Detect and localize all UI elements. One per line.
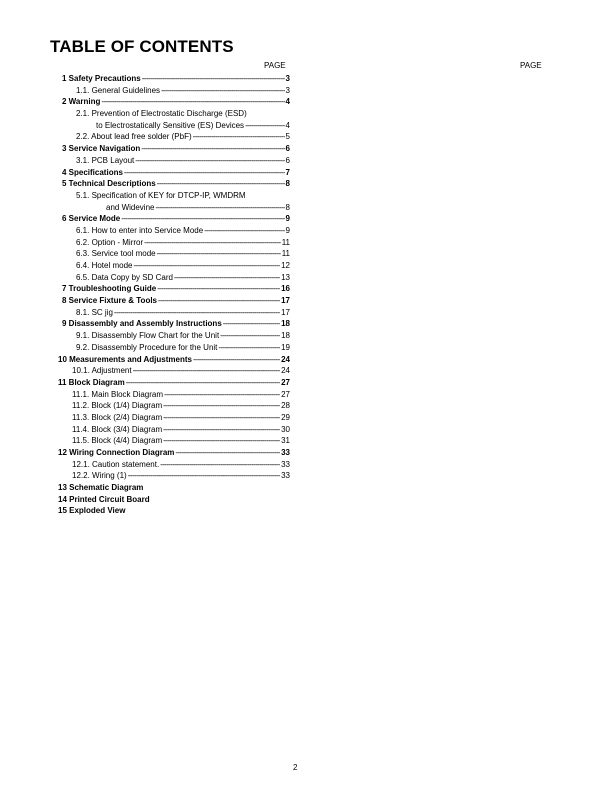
toc-entry[interactable] — [50, 389, 290, 401]
toc-entry[interactable] — [50, 435, 290, 447]
toc-leader — [218, 342, 280, 354]
toc-entry[interactable] — [50, 167, 290, 179]
toc-entry-page: 28 — [281, 401, 290, 411]
toc-leader — [245, 120, 284, 132]
toc-list — [50, 73, 290, 517]
toc-entry[interactable] — [50, 190, 290, 202]
toc-leader — [163, 424, 280, 436]
toc-entry-page: 24 — [281, 354, 290, 364]
toc-entry[interactable] — [50, 260, 290, 272]
toc-leader — [133, 260, 280, 272]
toc-entry-page: 29 — [281, 412, 290, 422]
toc-leader — [175, 447, 280, 459]
toc-entry[interactable] — [50, 143, 290, 155]
toc-entry-label: 10.1. Adjustment — [72, 366, 132, 376]
toc-entry[interactable] — [50, 237, 290, 249]
toc-leader — [157, 248, 281, 260]
toc-leader — [158, 295, 280, 307]
toc-entry-label: 11.2. Block (1/4) Diagram — [72, 401, 163, 411]
toc-entry-page: 33 — [281, 471, 290, 481]
toc-entry-page: 6 — [285, 155, 290, 165]
toc-entry-label: 12.2. Wiring (1) — [72, 471, 127, 481]
toc-entry[interactable] — [50, 318, 290, 330]
toc-entry-page: 6 — [285, 144, 290, 154]
toc-entry-label: 11.4. Block (3/4) Diagram — [72, 424, 163, 434]
toc-entry[interactable] — [50, 447, 290, 459]
toc-entry-label: 11.3. Block (2/4) Diagram — [72, 412, 163, 422]
toc-entry[interactable] — [50, 295, 290, 307]
toc-leader — [223, 318, 280, 330]
toc-entry-label: 2 Warning — [62, 97, 101, 107]
toc-entry-label: 13 Schematic Diagram — [58, 483, 144, 493]
toc-entry-label: 1 Safety Precautions — [62, 74, 141, 83]
toc-entry[interactable] — [50, 73, 290, 85]
toc-entry-page: 27 — [281, 389, 290, 399]
toc-entry-page: 4 — [285, 120, 290, 130]
toc-leader — [124, 167, 285, 179]
toc-leader — [164, 389, 280, 401]
toc-entry-label: 7 Troubleshooting Guide — [62, 284, 157, 294]
toc-entry-page: 33 — [281, 459, 290, 469]
toc-entry-page: 11 — [281, 237, 290, 247]
toc-entry[interactable] — [50, 178, 290, 190]
toc-leader — [161, 85, 284, 97]
toc-entry[interactable] — [50, 272, 290, 284]
toc-entry[interactable] — [50, 96, 290, 108]
toc-leader — [128, 470, 280, 482]
toc-entry[interactable] — [50, 365, 290, 377]
toc-entry[interactable] — [50, 505, 290, 517]
toc-entry[interactable] — [50, 330, 290, 342]
toc-entry-label: 6.3. Service tool mode — [76, 249, 156, 259]
toc-leader — [114, 307, 280, 319]
toc-entry[interactable] — [50, 108, 290, 120]
toc-entry-label: and Widevine — [106, 202, 155, 212]
toc-entry[interactable] — [50, 424, 290, 436]
toc-entry-page: 24 — [281, 366, 290, 376]
toc-entry-label: 6.2. Option - Mirror — [76, 237, 144, 247]
toc-entry[interactable] — [50, 482, 290, 494]
toc-leader — [193, 131, 285, 143]
toc-entry-continuation[interactable] — [50, 202, 290, 214]
toc-leader — [126, 377, 280, 389]
page-column-header-left: PAGE — [264, 61, 286, 70]
toc-entry-page: 31 — [281, 436, 290, 446]
toc-leader — [133, 365, 281, 377]
toc-entry-page: 8 — [285, 179, 290, 189]
toc-entry-label: 11.1. Main Block Diagram — [72, 389, 163, 399]
toc-entry[interactable] — [50, 225, 290, 237]
toc-entry-label: 5.1. Specification of KEY for DTCP-IP, WMDRM — [76, 190, 246, 200]
toc-entry-label: 11 Block Diagram — [58, 377, 125, 387]
toc-entry-label: 1.1. General Guidelines — [76, 85, 161, 95]
toc-entry-label: 6 Service Mode — [62, 214, 121, 224]
toc-leader — [155, 202, 284, 214]
toc-entry-label: to Electrostatically Sensitive (ES) Devices — [96, 120, 245, 130]
toc-entry[interactable] — [50, 283, 290, 295]
toc-entry[interactable] — [50, 307, 290, 319]
toc-entry-page: 16 — [281, 284, 290, 294]
toc-leader — [163, 412, 280, 424]
toc-entry-page: 17 — [281, 296, 290, 306]
toc-entry-label: 15 Exploded View — [58, 506, 126, 516]
toc-entry-label: 2.2. About lead free solder (PbF) — [76, 132, 192, 142]
toc-leader — [157, 178, 285, 190]
toc-leader — [220, 330, 280, 342]
toc-entry-page: 5 — [285, 132, 290, 142]
toc-leader — [121, 213, 284, 225]
toc-entry-label: 9.1. Disassembly Flow Chart for the Unit — [76, 331, 220, 341]
toc-entry-page: 13 — [281, 272, 290, 282]
toc-entry[interactable] — [50, 412, 290, 424]
toc-entry-label: 12 Wiring Connection Diagram — [58, 448, 175, 457]
toc-entry-continuation[interactable] — [50, 120, 290, 132]
toc-entry-page: 33 — [281, 448, 290, 457]
toc-entry[interactable] — [50, 131, 290, 143]
toc-entry-label: 4 Specifications — [62, 167, 123, 177]
toc-entry[interactable] — [50, 459, 290, 471]
toc-entry-label: 12.1. Caution statement. — [72, 459, 160, 469]
toc-leader — [144, 237, 281, 249]
toc-entry-page: 4 — [285, 97, 290, 107]
page-number: 2 — [293, 763, 298, 772]
page-column-header-right: PAGE — [520, 61, 542, 70]
toc-entry-page: 11 — [281, 249, 290, 259]
toc-entry-label: 3 Service Navigation — [62, 144, 141, 154]
toc-entry-page: 18 — [281, 331, 290, 341]
toc-leader — [163, 435, 280, 447]
toc-entry-label: 10 Measurements and Adjustments — [58, 354, 192, 364]
toc-entry-page: 9 — [285, 214, 290, 224]
toc-entry-page: 27 — [281, 377, 290, 387]
toc-leader — [157, 283, 280, 295]
toc-leader — [163, 400, 280, 412]
toc-leader — [141, 143, 284, 155]
toc-entry-label: 8 Service Fixture & Tools — [62, 296, 157, 306]
toc-entry-page: 3 — [285, 74, 290, 83]
toc-entry-page: 7 — [285, 167, 290, 177]
toc-entry-page: 30 — [281, 424, 290, 434]
toc-entry-label: 2.1. Prevention of Electrostatic Discharge (ESD) — [76, 109, 247, 119]
toc-entry-label: 6.1. How to enter into Service Mode — [76, 225, 204, 235]
toc-entry-label: 5 Technical Descriptions — [62, 179, 156, 189]
toc-entry-label: 8.1. SC jig — [76, 307, 113, 317]
toc-entry-page: 3 — [285, 85, 290, 95]
toc-leader — [174, 272, 280, 284]
toc-entry[interactable] — [50, 470, 290, 482]
toc-entry-label: 3.1. PCB Layout — [76, 155, 135, 165]
toc-entry-label: 9.2. Disassembly Procedure for the Unit — [76, 342, 218, 352]
toc-entry-page: 8 — [285, 202, 290, 212]
toc-entry-label: 14 Printed Circuit Board — [58, 494, 150, 504]
toc-leader — [193, 354, 280, 366]
toc-entry-label: 9 Disassembly and Assembly Instructions — [62, 319, 222, 329]
toc-entry[interactable] — [50, 85, 290, 97]
toc-entry-page: 9 — [285, 225, 290, 235]
toc-entry[interactable] — [50, 354, 290, 366]
toc-entry[interactable] — [50, 213, 290, 225]
toc-leader — [135, 155, 284, 167]
toc-leader — [160, 459, 280, 471]
toc-leader — [204, 225, 284, 237]
toc-entry[interactable] — [50, 377, 290, 389]
toc-entry-page: 17 — [281, 307, 290, 317]
toc-entry-page: 18 — [281, 319, 290, 329]
toc-entry[interactable] — [50, 248, 290, 260]
toc-entry[interactable] — [50, 342, 290, 354]
toc-title: TABLE OF CONTENTS — [50, 37, 234, 56]
toc-entry[interactable] — [50, 494, 290, 506]
toc-entry-label: 6.5. Data Copy by SD Card — [76, 272, 173, 282]
toc-entry[interactable] — [50, 400, 290, 412]
toc-entry-label: 6.4. Hotel mode — [76, 261, 133, 270]
toc-entry-page: 12 — [281, 261, 290, 270]
toc-entry-label: 11.5. Block (4/4) Diagram — [72, 436, 163, 446]
toc-leader — [101, 96, 284, 108]
toc-leader — [142, 73, 285, 85]
toc-entry-page: 19 — [281, 342, 290, 352]
toc-entry[interactable] — [50, 155, 290, 167]
